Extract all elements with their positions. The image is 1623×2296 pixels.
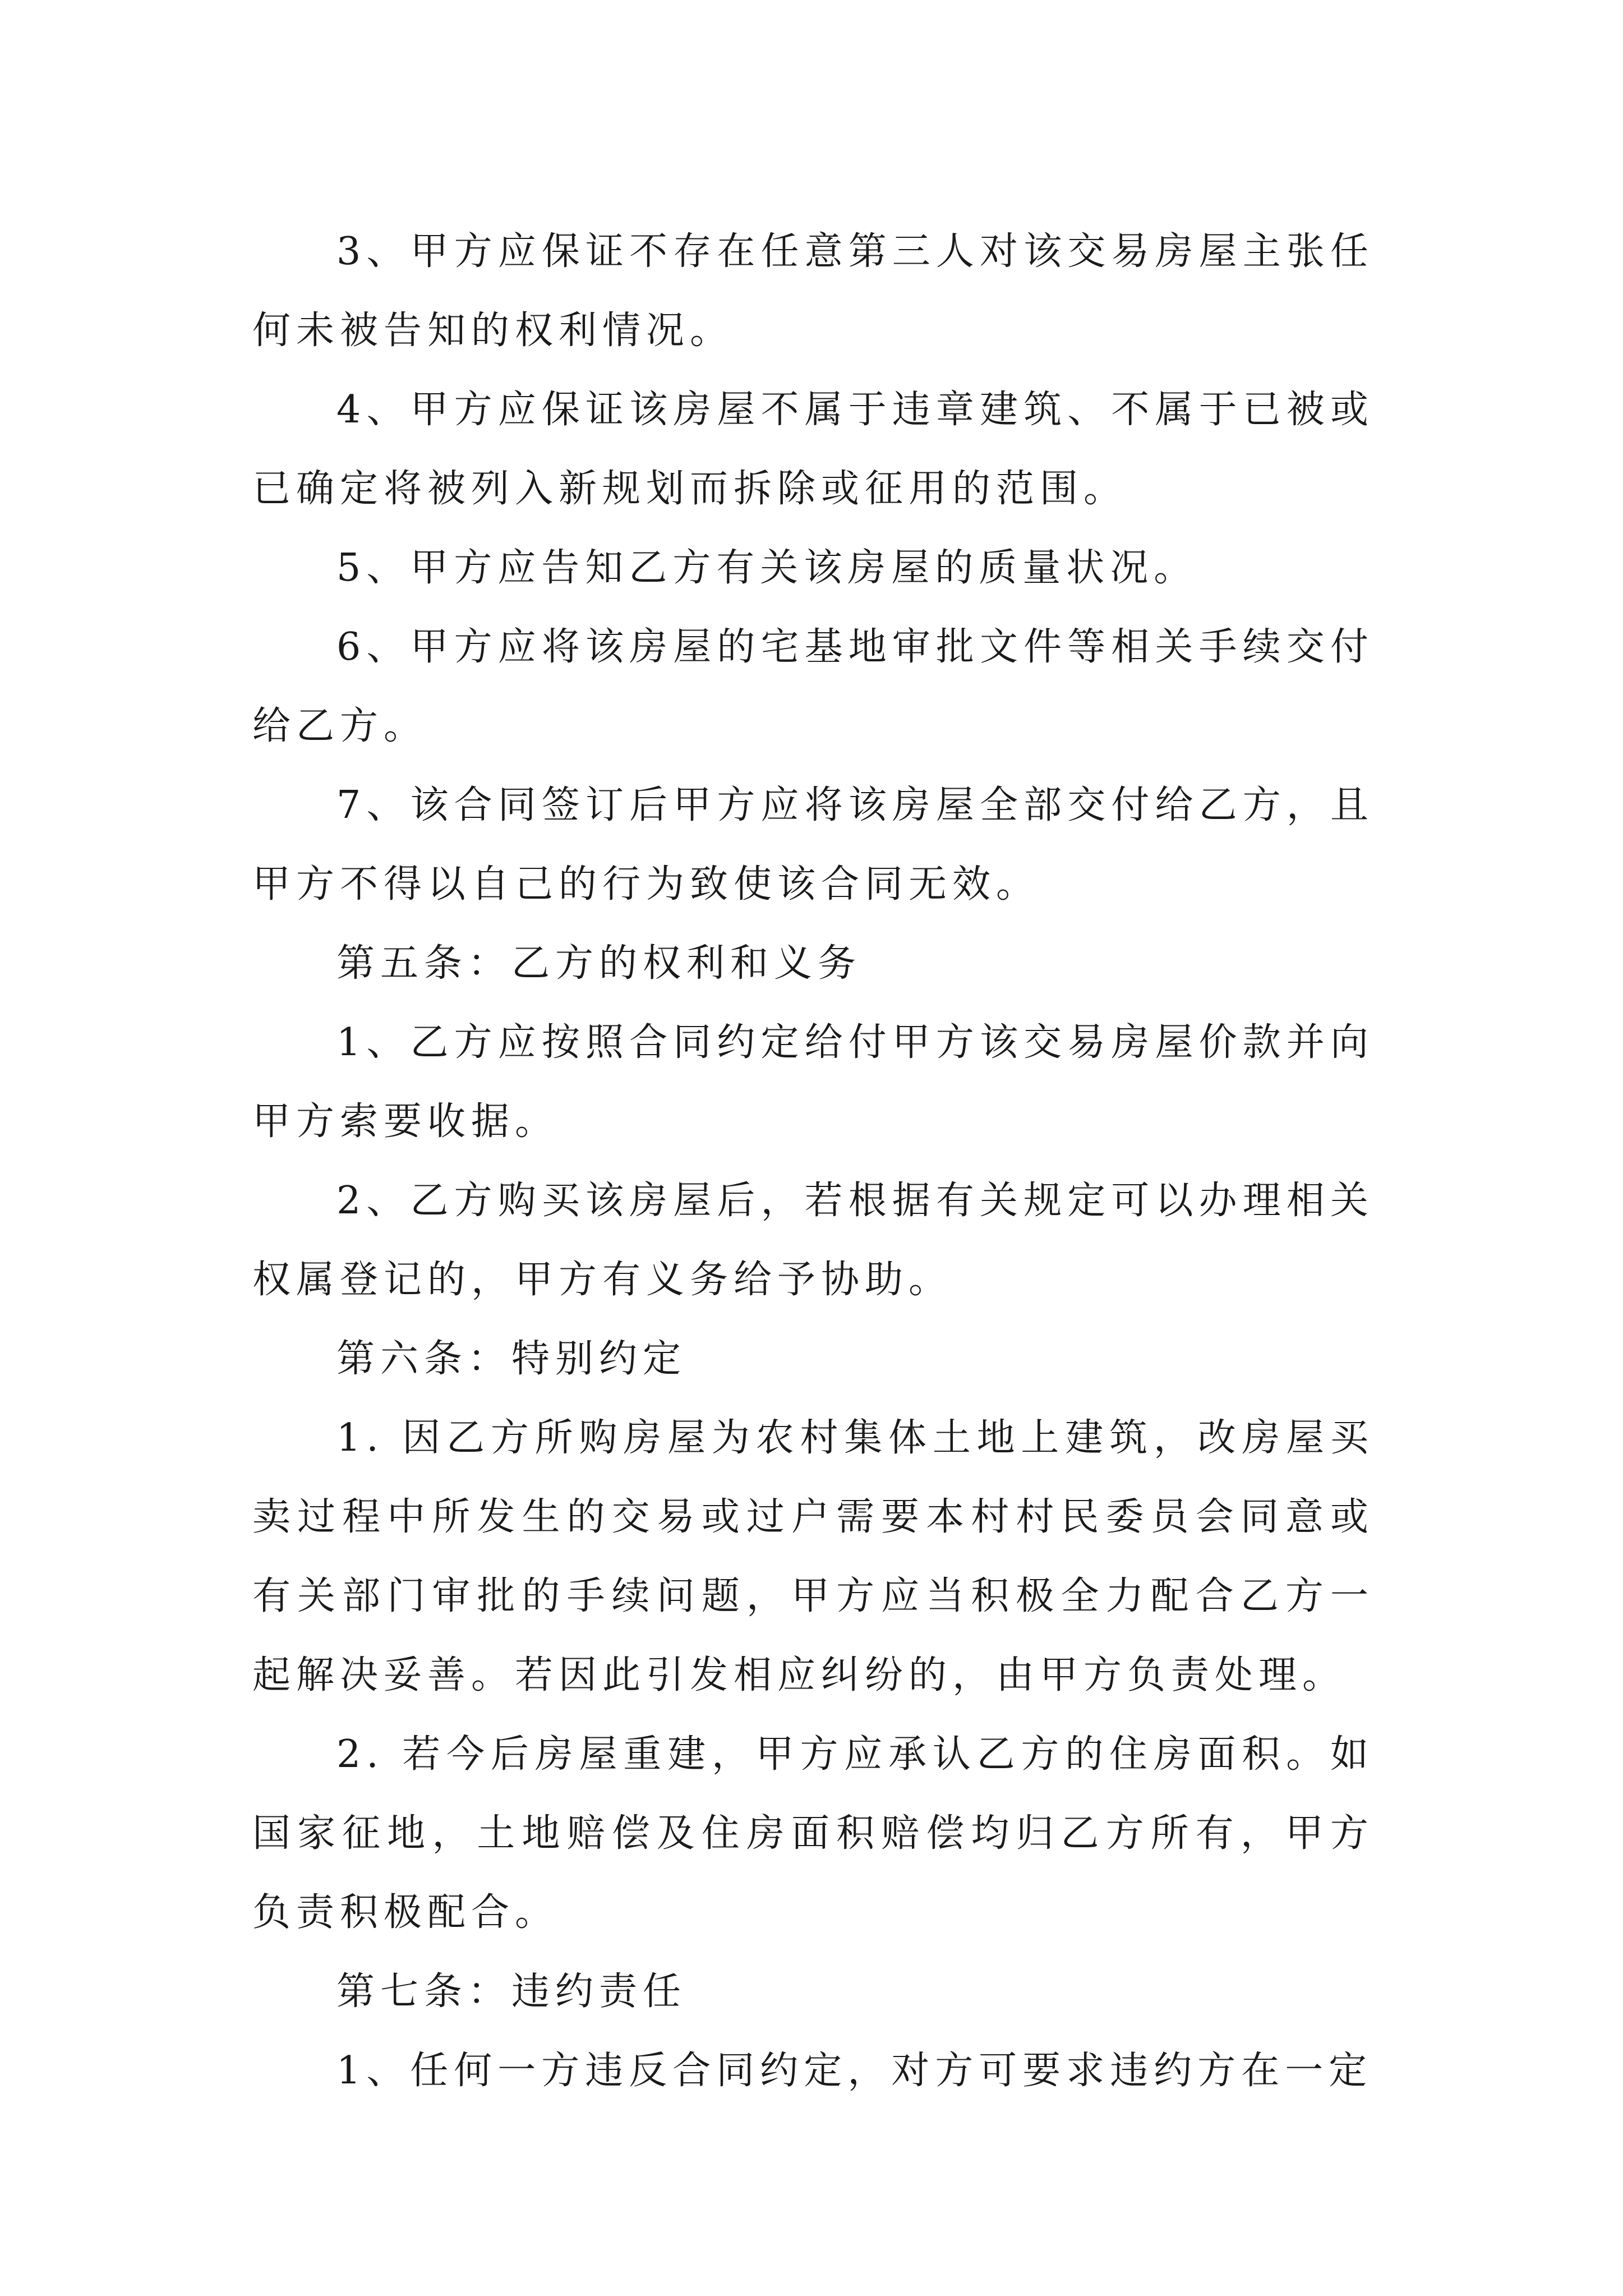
clause-item-5: 5、甲方应告知乙方有关该房屋的质量状况。 [336, 546, 1198, 590]
clause-item-7: 7、该合同签订后甲方应将该房屋全部交付给乙方，且甲方不得以自己的行为致使该合同无效。 [252, 783, 1374, 907]
article-6-item-1: 1. 因乙方所购房屋为农村集体土地上建筑，改房屋买卖过程中所发生的交易或过户需要本村村民委员会同意或有关部门审批的手续问题，甲方应当积极全力配合乙方一起解决妥善。若因此引发相应纠纷的，由甲方负责处理。 [252, 1416, 1374, 1697]
article-6-heading: 第六条：特别约定 [336, 1337, 687, 1381]
article-6-item-2: 2. 若今后房屋重建，甲方应承认乙方的住房面积。如国家征地，土地赔偿及住房面积赔偿均归乙方所有，甲方负责积极配合。 [252, 1732, 1374, 1935]
article-5-heading: 第五条：乙方的权利和义务 [336, 941, 862, 986]
article-7-heading: 第七条：违约责任 [336, 1970, 687, 2014]
article-5-item-1: 1、乙方应按照合同约定给付甲方该交易房屋价款并向甲方索要收据。 [252, 1020, 1374, 1144]
article-7-item-1: 1、任何一方违反合同约定，对方可要求违约方在一定 [336, 2049, 1373, 2093]
clause-item-4: 4、甲方应保证该房屋不属于违章建筑、不属于已被或已确定将被列入新规划而拆除或征用的范围。 [252, 388, 1374, 511]
document-body [252, 212, 1374, 2110]
article-5-item-2: 2、乙方购买该房屋后，若根据有关规定可以办理相关权属登记的，甲方有义务给予协助。 [252, 1179, 1374, 1302]
clause-item-3: 3、甲方应保证不存在任意第三人对该交易房屋主张任何未被告知的权利情况。 [252, 229, 1374, 353]
clause-item-6: 6、甲方应将该房屋的宅基地审批文件等相关手续交付给乙方。 [252, 625, 1374, 748]
